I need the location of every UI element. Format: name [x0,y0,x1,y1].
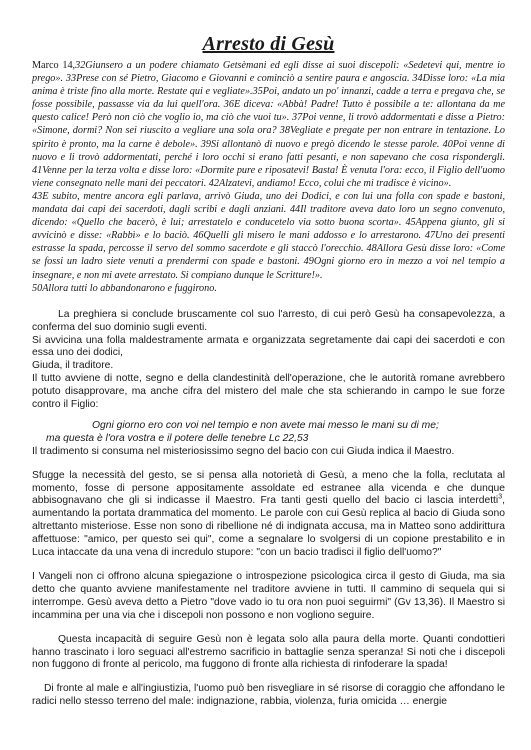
commentary-paragraph-2: Il tradimento si consuma nel misteriosissimo segno del bacio con cui Giuda indica il Maestro. [32,445,455,457]
gospel-paragraph-3: 50Allora tutti lo abbandonarono e fuggirono. [32,282,217,294]
footnote-marker: 3 [498,494,503,502]
commentary [32,309,505,709]
paragraph-3-text-a: Sfugge la necessità del gesto, se si pensa alla notorietà di Gesù, a meno che la folla, reclutata al momento, fosse di persone appositamente assoldate ed estranee alla vicenda e che dunque abbisognavano che gli si indicasse il Maestro. Fra tanti gesti quello del bacio ci lascia interdetti [32,469,505,507]
gospel-reference: Marco 14, [32,60,76,71]
commentary-paragraph-5: Questa incapacità di seguire Gesù non è legata solo alla paura della morte. Quanti condottieri hanno trascinato i loro seguaci all'estremo sacrificio in battaglie senza speranza! Si noti che i discepoli non fuggono di fronte al pericolo, ma fuggono di fronte alla richiesta di rinfoderare la spada! [32,633,505,671]
commentary-paragraph-1: La preghiera si conclude bruscamente col suo l'arresto, di cui però Gesù ha consapevolezza, a conferma del suo dominio sugli eventi. [32,308,505,333]
commentary-paragraph-1b: Si avvicina una folla maldestramente armata e organizzata segretamente dai capi dei sacerdoti e con essa uno dei dodici, [32,334,505,359]
quote-line-1: Ogni giorno ero con voi nel tempio e non avete mai messo le mani su di me; [92,419,439,431]
gospel-passage [32,59,505,295]
commentary-paragraph-3 [32,470,505,560]
page-title: Arresto di Gesù [202,33,335,55]
gospel-paragraph-1 [32,59,505,190]
paragraph-3-text-b: , aumentando la portata drammatica del momento. Le parole con cui Gesù replica al bacio di Giuda sono altrettanto misteriose. Esse non sono di ribellione né di indignata accusa, ma in Matteo sono addirittura affettuose: "amico, per questo sei qui", come a segnalare lo svolgersi di un copione prestabilito e in Luca intaccate da una vena di incredulo stupore: "con un bacio tradisci il figlio dell'uomo?" [32,495,505,559]
commentary-paragraph-4: I Vangeli non ci offrono alcuna spiegazione o introspezione psicologica circa il gesto di Giuda, ma sia detto che quanto avviene manifestamente nel traditore avviene in tutti. Il cammino di sequela qui si interrompe. Gesù aveva detto a Pietro "dove vado io tu ora non puoi seguirmi" (Gv 13,36). Il Maestro si incammina per una via che i discepoli non possono e non vogliono seguire. [32,571,505,621]
gospel-text-1: 32Giunsero a un podere chiamato Getsèmani ed egli disse ai suoi discepoli: «Sedetevi qui, mentre io prego». 33Prese con sé Pietro, Giacomo e Giovanni e cominciò a sentire paura e angoscia. 34Disse loro: «La mia anima è triste fino alla morte. Restate qui e vegliate».35Poi, andato un po' innanzi, cadde a terra e pregava che, se fosse possibile, passasse via da lui quell'ora. 36E diceva: «Abbà! Padre! Tutto è possibile a te: allontana da me questo calice! Però non ciò che voglio io, ma ciò che vuoi tu». 37Poi venne, li trovò addormentati e disse a Pietro: «Simone, dormi? Non sei riuscito a vegliare una sola ora? 38Vegliate e pregate per non entrare in tentazione. Lo spirito è pronto, ma la carne è debole». 39Si allontanò di nuovo e pregò dicendo le stesse parole. 40Poi venne di nuovo e li trovò addormentati, perché i loro occhi si erano fatti pesanti, e non sapevano che cosa rispondergli. 41Venne per la terza volta e disse loro: «Dormite pure e riposatevi! Basta! È venuta l'ora: ecco, il Figlio dell'uomo viene consegnato nelle mani dei peccatori. 42Alzatevi, andiamo! Ecco, colui che mi tradisce è vicino». [32,60,505,189]
commentary-paragraph-6: Di fronte al male e all'ingiustizia, l'uomo può ben risvegliare in sé risorse di coraggio che affondano le radici nello stesso terreno del male: indignazione, rabbia, violenza, furia omicida … energie [32,683,505,708]
gospel-paragraph-2: 43E subito, mentre ancora egli parlava, arrivò Giuda, uno dei Dodici, e con lui una folla con spade e bastoni, mandata dai capi dei sacerdoti, dagli scribi e dagli anziani. 44Il traditore aveva dato loro un segno convenuto, dicendo: «Quello che bacerò, è lui; arrestatelo e conducetelo via sotto buona scorta». 45Appena giunto, gli si avvicinò e disse: «Rabbì» e lo baciò. 46Quelli gli misero le mani addosso e lo arrestarono. 47Uno dei presenti estrasse la spada, percosse il servo del sommo sacerdote e gli staccò l'orecchio. 48Allora Gesù disse loro: «Come se fossi un ladro siete venuti a prendermi con spade e bastoni. 49Ogni giorno ero in mezzo a voi nel tempio a insegnare, e non mi avete arrestato. Si compiano dunque le Scritture!». [32,190,505,281]
commentary-paragraph-1c: Giuda, il traditore. [32,360,114,372]
scripture-quote [32,420,505,446]
commentary-paragraph-1d: Il tutto avviene di notte, segno e della clandestinità dell'operazione, che le autorità romane avrebbero potuto disapprovare, ma anche cifra del mistero del male che sta schierando in campo le sue forze contro il Figlio: [32,373,505,411]
quote-line-2: ma questa è l'ora vostra e il potere delle tenebre Lc 22,53 [46,432,309,444]
